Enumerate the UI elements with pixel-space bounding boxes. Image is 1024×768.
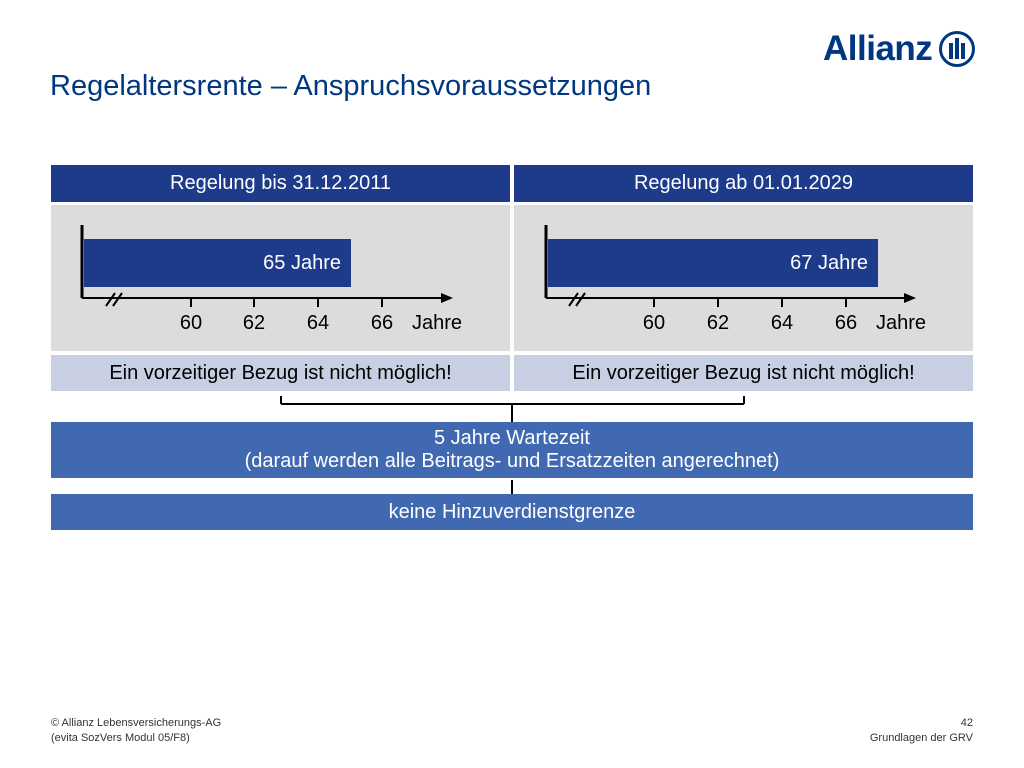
note-left: Ein vorzeitiger Bezug ist nicht möglich! (51, 355, 510, 391)
wartezeit-box (51, 422, 973, 478)
tick-label: 66 (370, 312, 394, 334)
axis-unit-label: Jahre (412, 312, 463, 334)
logo-wordmark: Allianz (823, 29, 933, 68)
footer-module: (evita SozVers Modul 05/F8) (51, 732, 190, 744)
hinzuverdienst-box: keine Hinzuverdienstgrenze (51, 494, 973, 530)
age-panel-left (51, 205, 510, 351)
page-number: 42 (960, 717, 973, 729)
age-panel-right (514, 205, 973, 351)
footer-right (870, 716, 973, 746)
tick-label: 66 (834, 312, 858, 334)
note-right: Ein vorzeitiger Bezug ist nicht möglich! (514, 355, 973, 391)
axis-unit-label: Jahre (876, 312, 927, 334)
footer-left (51, 716, 221, 746)
wartezeit-line2: (darauf werden alle Beitrags- und Ersatzzeiten angerechnet) (244, 450, 780, 472)
slide-title: Regelaltersrente – Anspruchsvoraussetzungen (50, 70, 652, 102)
allianz-eagle-icon (938, 30, 976, 68)
footer-copyright: © Allianz Lebensversicherungs-AG (51, 717, 222, 729)
tick-label: 64 (770, 312, 794, 334)
tick-label: 60 (179, 312, 203, 334)
age-bar-65: 65 Jahre (84, 239, 351, 287)
tick-label: 62 (242, 312, 266, 334)
tick-label: 64 (306, 312, 330, 334)
tick-label: 62 (706, 312, 730, 334)
allianz-logo (823, 28, 976, 70)
header-regelung-ab-2029: Regelung ab 01.01.2029 (514, 165, 973, 202)
header-regelung-bis-2011: Regelung bis 31.12.2011 (51, 165, 510, 202)
tick-label: 60 (642, 312, 666, 334)
age-bar-67: 67 Jahre (548, 239, 878, 287)
wartezeit-line1: 5 Jahre Wartezeit (434, 427, 590, 449)
footer-section: Grundlagen der GRV (869, 732, 973, 744)
